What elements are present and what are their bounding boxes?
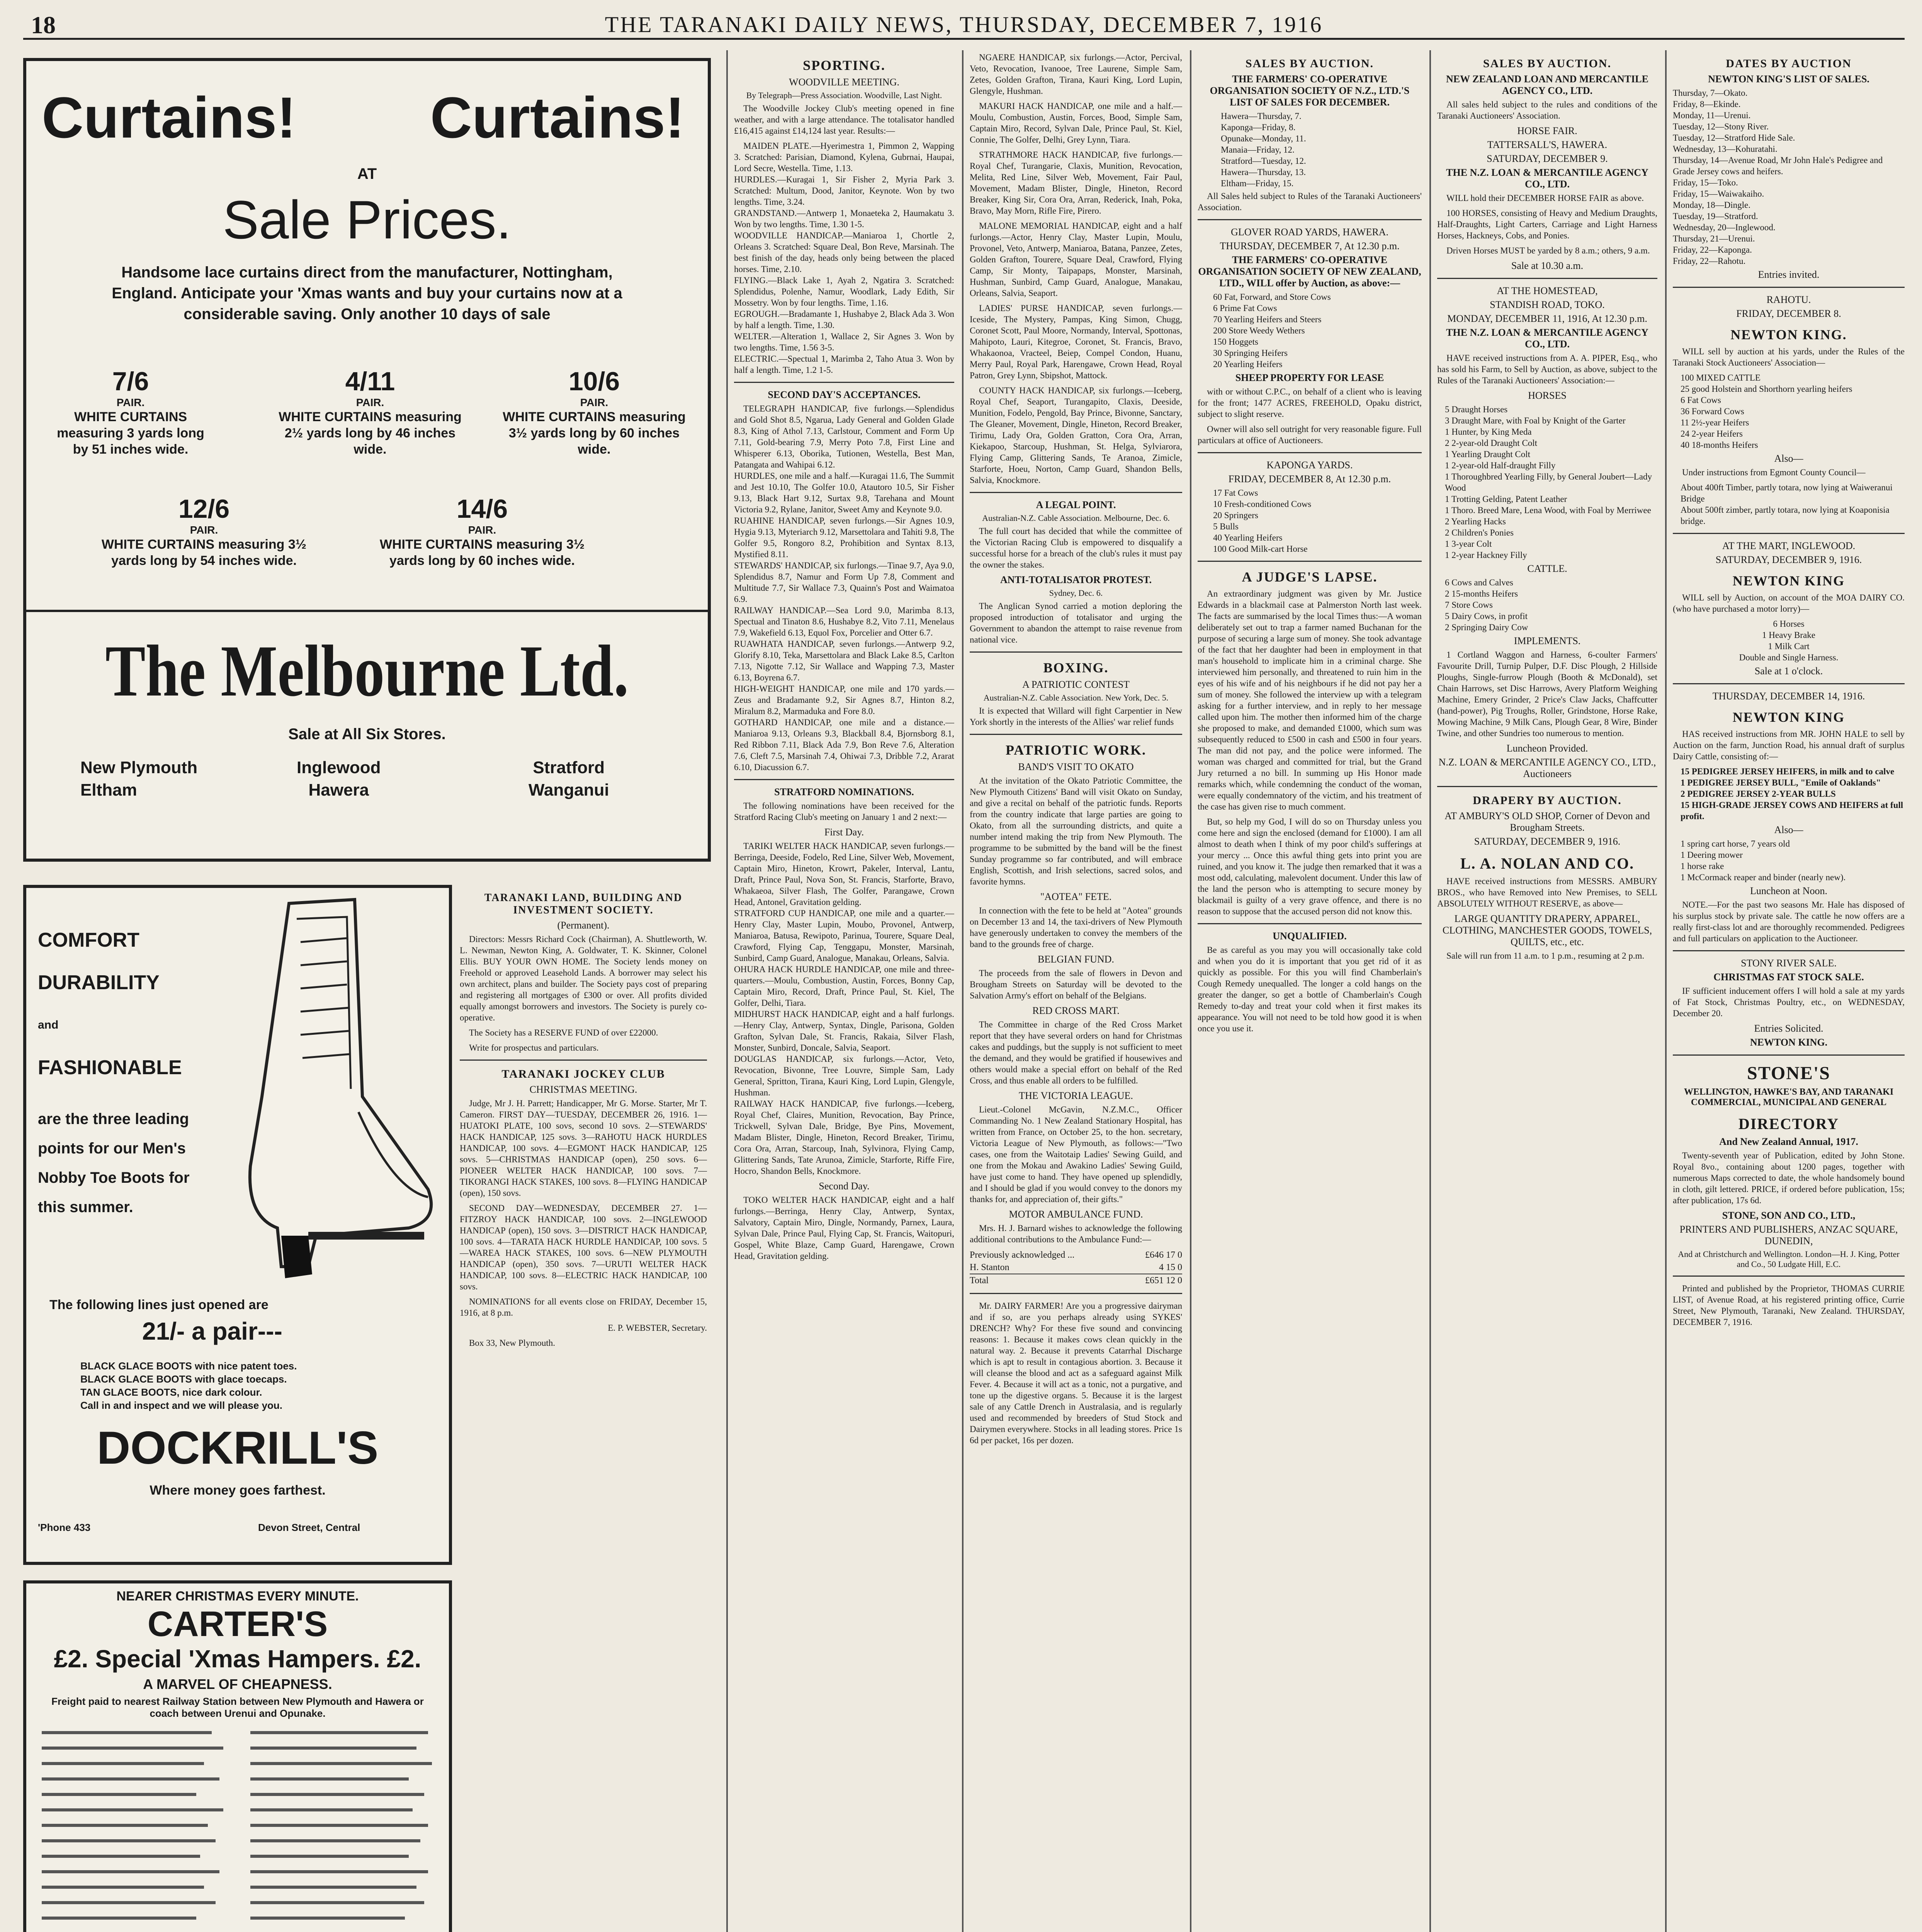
stones-title: STONE'S — [1747, 1063, 1830, 1083]
stones-sub: WELLINGTON, HAWKE'S BAY, AND TARANAKI COMMERCIAL, MUNICIPAL AND GENERAL — [1684, 1087, 1894, 1107]
annual: And New Zealand Annual, 1917. — [1719, 1136, 1858, 1147]
homestead-text: HAVE received instructions from A. A. PIPER, Esq., who has sold his Farm, to Sell by Auction, as above, subject to the Rules of the Taranaki Auctioneers' Association:— — [1437, 353, 1657, 385]
column-rule — [962, 50, 964, 1932]
drapery-loc: AT AMBURY'S OLD SHOP, Corner of Devon and Brougham Streets. — [1444, 810, 1650, 833]
stratford-title: STRATFORD NOMINATIONS. — [774, 786, 914, 798]
homestead-road: STANDISH ROAD, TOKO. — [1490, 299, 1605, 310]
also: Also— — [1774, 453, 1803, 464]
tattersalls: TATTERSALL'S, HAWERA. — [1487, 139, 1608, 150]
belgian-text: The proceeds from the sale of flowers in Devon and Brougham Streets on Saturday will be devoted to the Salvation Army's effort on behalf of the Belgians. — [970, 968, 1182, 1000]
band-text: At the invitation of the Okato Patriotic Committee, the New Plymouth Citizens' Band will visit Okato on Sunday, and give a recital on behalf of the patriotic funds. Reports from the country indicate that large parties are going to Okato, from all the surrounding districts, and quite a number intend making the trip from New Plymouth. The programme to be submitted by the band will be the finest Sunday programme so far contributed, and will embrace English, Scottish, and Irish selections, sacred solos, and favorite hymns. — [970, 776, 1182, 886]
divider — [734, 779, 954, 780]
horse-fair: HORSE FAIR. — [1517, 125, 1577, 136]
sykes-drench-ad: Mr. DAIRY FARMER! Are you a progressive dairyman and if so, are you perhaps already using SYKES' DRENCH? Why? For these five sound and convincing reasons: 1. Because it makes cows clean quickly in the natural way. 2. Because it prevents Catarrhal Discharge which is apt to result in contagious abortion. 3. Because it will cleanse the blood and act as a safeguard against Milk Fever. 4. Because it will act as a tonic, not a purgative, and tone up the digestive organs. 5. Because it is the largest sale of any Cattle Drench in Australasia, and is regularly used and recommended by breeders of Stud Stock and Dairymen everywhere. Stocks in all leading stores. Price 1s 6d per packet, 16s per dozen. — [970, 1301, 1182, 1445]
legal-dateline: Australian-N.Z. Cable Association. Melbourne, Dec. 6. — [982, 513, 1170, 523]
farmers1-list: Hawera—Thursday, 7. Kaponga—Friday, 8. Opunake—Monday, 11. Manaia—Friday, 12. Stratford—Tuesday, 12. Hawera—Thursday, 13. Eltham—Friday, 15. — [1221, 111, 1306, 188]
divider — [970, 651, 1182, 653]
curtains-sale-prices: Sale Prices. — [223, 189, 512, 250]
homestead-date: MONDAY, DECEMBER 11, 1916, At 12.30 p.m. — [1447, 313, 1647, 324]
col6-title: DATES BY AUCTION — [1726, 57, 1852, 70]
row-label: Previously acknowledged ... — [970, 1250, 1075, 1260]
dockrill-lines — [38, 919, 182, 1089]
divider — [1673, 683, 1905, 684]
divider — [1437, 786, 1657, 787]
judge-title: A JUDGE'S LAPSE. — [1242, 569, 1378, 585]
line: DURABILITY — [38, 971, 160, 994]
redcross-text: The Committee in charge of the Red Cross Market report that they have several orders on hand for Christmas cakes and puddings, but the supply is not sufficient to meet the demand, and they would be gratified if housewives and others would make a special effort on behalf of the Red Cross, and thus enable all orders to be fulfilled. — [970, 1020, 1182, 1085]
divider — [970, 734, 1182, 735]
luncheon: Luncheon Provided. — [1506, 743, 1588, 754]
motor-table — [970, 1249, 1182, 1287]
dockrill-blurb: are the three leading points for our Men's Nobby Toe Boots for this summer. — [38, 1111, 190, 1216]
divider — [1437, 278, 1657, 279]
rahotu-text: WILL sell by auction at his yards, under the Rules of the Taranaki Stock Auctioneers' Association— — [1673, 347, 1905, 367]
row-label: Total — [970, 1276, 989, 1286]
dockrill-price: 21/- a pair--- — [142, 1317, 282, 1345]
solicited: Entries Solicited. — [1754, 1023, 1823, 1034]
dockrill-opened: The following lines just opened are — [49, 1298, 269, 1312]
boot-icon — [192, 896, 440, 1286]
hale-text: HAS received instructions from MR. JOHN HALE to sell by Auction on the farm, Junction Road, his annual draft of surplus Dairy Cattle, consisting of:— — [1673, 729, 1905, 761]
divider — [1198, 561, 1422, 562]
hale-note: NOTE.—For the past two seasons Mr. Hale has disposed of his surplus stock by private sale. The cattle he now offers are a really first-class lot and are thoroughly recommended. Pedigrees and full particulars on application to the Auctioneer. — [1673, 900, 1905, 943]
price-desc: WHITE CURTAINS measuring 3½ yards long by 60 inches wide. — [379, 537, 585, 568]
curtains-at: AT — [357, 165, 377, 182]
divider — [1198, 923, 1422, 924]
stratford-intro: The following nominations have been received for the Stratford Racing Club's meeting on January 1 and 2 next:— — [734, 801, 954, 822]
building-society-sub: (Permanent). — [557, 920, 610, 931]
list-title: NEWTON KING'S LIST OF SALES. — [1708, 73, 1869, 85]
nzloan-note: All sales held subject to the rules and conditions of the Taranaki Auctioneers' Association. — [1437, 100, 1657, 121]
motor-title: MOTOR AMBULANCE FUND. — [1009, 1209, 1143, 1220]
newton-king-4: NEWTON KING. — [1750, 1037, 1828, 1048]
curtains-blurb: Handsome lace curtains direct from the manufacturer, Nottingham, England. Anticipate your 'Xmas wants and buy your curtains now at a considerable saving. Only another 10 days of sale — [112, 264, 622, 323]
stony-title: STONY RIVER SALE. — [1741, 957, 1837, 969]
row-amount: £651 12 0 — [1145, 1276, 1182, 1286]
stratford-noms: TARIKI WELTER HACK HANDICAP, seven furlongs.—Berringa, Deeside, Fodelo, Red Line, Silver Web, Movement, Captain Miro, Hineton, Krowrt, Pakeler, Interval, Lantu, Draft, Prince Paul, Nova Son, St. Francis, Starforte, Bravo, Whakaeoa, Silver Flash, The Golfer, Parangawe, Crown Head, Antonel, Gravitation gelding. STRATFORD CUP HANDICAP, one mile and a quarter.—Henry Clay, Master Lupin, Moubo, Provonel, Antwerp, Maniaroa, Batusa, Rewipoto, Parinua, Tourere, Square Deal, Crawford, Flying Cap, Tenggapu, Monster, Marsinah, Sunbird, Camp Guard, Analogue, Manakau, Orleans, Salvia. OHURA HACK HURDLE HANDICAP, one mile and three-quarters.—Moulu, Combustion, Austin, Forces, Bonny Cap, Captain Miro, Record, Draft, Prince Paul, St. Kiel, The Golfer, Delhi, Tiara. MIDHURST HACK HANDICAP, eight and a half furlongs.—Henry Clay, Antwerp, Syntax, Dingle, Parisona, Golden Grafton, Sylvan Dale, St. Francis, Rakaia, Silver Flash, Monster, Sunbird, Doncale, Salvia, Seaport. DOUGLAS HANDICAP, six furlongs.—Actor, Veto, Revocation, Bivonne, Tree Louvre, Simple Sam, Lady General, Spritton, Tirana, Kauri King, Lord Lupin, Glengyle, Hushman. RAILWAY HACK HANDICAP, five furlongs.—Iceberg, Royal Chef, Claires, Munition, Revocation, Bay Prince, Trickwell, Sylvan Dale, Bridge, Bye Pins, Movement, Madam Blister, Dingle, Hineton, Record Breaker, Tirimu, Cora Ora, Arran, Starcoup, Inah, Sylvinora, Flying Camp, Glittering Sands, Tate Arunoa, Zimicle, Starforte, Riffe Fire, Hocro, Shandon Bells, Knockmore. — [734, 841, 954, 1176]
drapery-title: DRAPERY BY AUCTION. — [1473, 794, 1622, 807]
homestead-title: AT THE HOMESTEAD, — [1497, 285, 1598, 296]
column-rule — [726, 50, 728, 1932]
xmas-text: IF sufficient inducement offers I will hold a sale at my yards of Fat Stock, Christmas Poultry, etc., on WEDNESDAY, December 20. — [1673, 986, 1905, 1018]
imprint: Printed and published by the Proprietor, THOMAS CURRIE LIST, of Avenue Road, at his registered printing office, Currie Street, New Plymouth, Taranaki, New Zealand. THURSDAY, DECEMBER 7, 1916. — [1673, 1284, 1905, 1327]
band-title: BAND'S VISIT TO OKATO — [1018, 761, 1134, 772]
sale-time: Sale at 10.30 a.m. — [1511, 260, 1584, 271]
sheep-title: SHEEP PROPERTY FOR LEASE — [1235, 372, 1384, 383]
column-rule — [1190, 50, 1191, 1932]
newton-king-2: NEWTON KING — [1732, 573, 1845, 588]
egmont-list: About 400ft Timber, partly totara, now lying at Waiweranui Bridge About 500ft zimber, partly totara, now lying at Koaponisia bridge. — [1681, 483, 1893, 526]
jockey-club-sub: CHRISTMAS MEETING. — [529, 1084, 637, 1095]
boxing-sub: A PATRIOTIC CONTEST — [1022, 679, 1130, 690]
price-desc: WHITE CURTAINS measuring 3 yards long by 51 inches wide. — [57, 410, 204, 457]
price-desc: WHITE CURTAINS measuring 2½ yards long by 46 inches wide. — [279, 410, 462, 457]
row-amount: 4 15 0 — [1159, 1262, 1182, 1272]
victoria-text: Lieut.-Colonel McGavin, N.Z.M.C., Officer Commanding No. 1 New Zealand Stationary Hospital, has written from France, on October 25, to the hon. secretary, Victoria League of New Plymouth, as follows:—"Two cases, one from the Waitotaip Ladies' Sewing Guild, and one from the Mokau and Awakino Ladies' Sewing Guild, have just come to hand. They have opened up splendidly, and I should be glad if you would convey to the donors my thanks for, and appreciation of, their gifts." — [970, 1105, 1182, 1204]
stones-text: Twenty-seventh year of Publication, edited by John Stone. Royal 8vo., containing about 1200 pages, together with numerous Maps corrected to date, the whole handsomely bound in cloth, gilt lettered. PRICE, if ordered before publication, 15s; after publication, 17s 6d. — [1673, 1151, 1905, 1205]
stores-line: Sale at All Six Stores. — [288, 726, 446, 743]
col4-title: SALES BY AUCTION. — [1245, 57, 1374, 70]
horse-text: WILL hold their DECEMBER HORSE FAIR as above. — [1446, 193, 1644, 203]
town: Stratford — [533, 758, 605, 777]
redcross-title: RED CROSS MART. — [1032, 1005, 1120, 1016]
racing-news-column — [970, 50, 1182, 1932]
rahotu-list: 100 MIXED CATTLE 25 good Holstein and Shorthorn yearling heifers 6 Fat Cows 36 Forward Cows 11 2½-year Heifers 24 2-year Heifers 40 18-months Heifers — [1681, 373, 1852, 450]
motor-text: Mrs. H. J. Barnard wishes to acknowledge the following additional contributions to the Ambulance Fund:— — [970, 1223, 1182, 1244]
divider — [970, 492, 1182, 493]
mart-title: AT THE MART, INGLEWOOD. — [1722, 540, 1856, 551]
victoria-title: THE VICTORIA LEAGUE. — [1019, 1090, 1133, 1101]
divider — [1673, 287, 1905, 288]
divider — [1673, 950, 1905, 951]
curtains-headline-right: Curtains! — [430, 85, 685, 150]
price-desc: WHITE CURTAINS measuring 3½ yards long by 54 inches wide. — [101, 537, 307, 568]
egmont: Under instructions from Egmont County Council— — [1682, 468, 1866, 477]
auction-column-1 — [1198, 50, 1422, 1932]
mart-time: Sale at 1 o'clock. — [1754, 665, 1823, 677]
auction-column-2 — [1437, 50, 1657, 1932]
price-desc: WHITE CURTAINS measuring 3½ yards long by 60 inches wide. — [503, 410, 686, 457]
dockrill-name: DOCKRILL'S — [97, 1422, 379, 1474]
curtains-ad — [23, 58, 711, 862]
publisher: STONE, SON AND CO., LTD., — [1722, 1210, 1856, 1221]
row-amount: £646 17 0 — [1145, 1250, 1182, 1260]
town: New Plymouth — [80, 758, 198, 777]
boxing-dateline: Australian-N.Z. Cable Association. New York, Dec. 5. — [983, 693, 1169, 702]
directory: DIRECTORY — [1738, 1115, 1839, 1133]
saturday: SATURDAY, DECEMBER 9. — [1487, 153, 1608, 164]
rahotu-title: RAHOTU. — [1766, 294, 1811, 305]
nzloan4: N.Z. LOAN & MERCANTILE AGENCY CO., LTD., Auctioneers — [1438, 757, 1656, 779]
town: Hawera — [308, 781, 369, 799]
owner-note: Owner will also sell outright for very reasonable figure. Full particulars at office of Auctioneers. — [1198, 424, 1422, 445]
curtain-price-5 — [374, 494, 590, 569]
price-unit: PAIR. — [356, 396, 384, 408]
jockey-club-title: TARANAKI JOCKEY CLUB — [501, 1068, 665, 1080]
divider — [460, 1060, 707, 1061]
printers: PRINTERS AND PUBLISHERS, ANZAC SQUARE, DUNEDIN, — [1679, 1224, 1898, 1247]
sporting-column — [734, 50, 954, 1932]
jockey-club-signoff: E. P. WEBSTER, Secretary. — [608, 1323, 707, 1333]
branches: And at Christchurch and Wellington. London—H. J. King, Potter and Co., 50 Ludgate Hill, E.C. — [1678, 1249, 1900, 1269]
acceptances: TELEGRAPH HANDICAP, five furlongs.—Splendidus and Gold Shot 8.5, Ngarua, Lady General and Golden Glade 8.3, King of Athol 7.13, Carlstour, Comment and Form Up 7.11, Gold-bearing 7.9, Merry Poto 7.8, First Line and Whisperer 6.13, Oborika, Tutionen, Westella, Best Man, Patangata and Wahipai 6.12. HURDLES, one mile and a half.—Kuragai 11.6, The Summit and Jest 10.10, The Golfer 10.0, Atautoro 10.5, Sir Fisher 9.13, Black Hart 9.12, Surtax 9.8, Tarehana and Mount Victoria 9.2, Rylane, Janitor, Sweet Amy and Keynote 9.0. RUAHINE HANDICAP, seven furlongs.—Sir Agnes 10.9, Hygia 9.13, Myteriarch 9.12, Marsettolara and Tahiti 9.8, The Golfer 9.5, Rongoro 8.2, Prohibition and Syntax 8.13, Mystified 8.11. STEWARDS' HANDICAP, six furlongs.—Tinae 9.7, Aya 9.0, Splendidus 8.7, Namur and Form Up 7.8, Comment and Multitude 7.7, Sir Wallace 7.3, Quainn's Post and Waimatoa 6.9. RAILWAY HANDICAP.—Sea Lord 9.0, Marimba 8.13, Spectual and Tinaton 8.6, Hushabye 8.2, Vito 7.11, Menelaus 7.9, Wakefield 6.13, Equol Fox, Porcelier and Otter 6.7. RUAWHATA HANDICAP, seven furlongs.—Antwerp 9.2, Glorify 8.10, Teka, Marsettolara and Black Lake 8.5, Carlton 7.13, Nigotte 7.12, Sir Wallace and Wapping 7.3, Master 6.13, Boyrena 6.7. HIGH-WEIGHT HANDICAP, one mile and 170 yards.—Zeus and Bradamante 9.2, Sir Agnes 8.7, Hinton 8.2, Miralum 8.2, Marmaduka and Fore 8.0. GOTHARD HANDICAP, one mile and a distance.—Maniaroa 9.13, Orleans 9.3, Blackball 8.4, Bjornsborg 8.1, Red Ribbon 7.11, Black Ada 7.9, Bon Reve 7.6, Alteration 7.6, Cleft 7.5, Marsinah 7.4, Ohiwai 7.3, Dribble 7.2, Ararat 6.10, Diacussion 6.7. — [734, 404, 954, 772]
divider — [1198, 452, 1422, 453]
dockrill-items: BLACK GLACE BOOTS with nice patent toes. BLACK GLACE BOOTS with glace toecaps. TAN GLACE BOOTS, nice dark colour. Call in and inspect and we will please you. — [80, 1360, 297, 1411]
woodville-results: MAIDEN PLATE.—Hyerimestra 1, Pimmon 2, Wapping 3. Scratched: Parisian, Diamond, Kylena, Gubrnai, Haupai, Lord Secre, Westella. Time, 1.13. HURDLES.—Kuragai 1, Sir Fisher 2, Myria Park 3. Scratched: Multum, Dood, Janitor, Keynote. Won by two lengths. Time, 3.24. GRANDSTAND.—Antwerp 1, Monaeteka 2, Haumakatu 3. Won by two lengths. Time, 1.30 1-5. WOODVILLE HANDICAP.—Maniaroa 1, Chortle 2, Orleans 3. Scratched: Square Deal, Bon Reve, Marsinah. The best finish of the day, heads only being between the placed horses. Time, 2.10. FLYING.—Black Lake 1, Ayah 2, Ngatira 3. Scratched: Splendidus, Polenhe, Namur, Woodlark, Lady Edith, Sir Mossetry. Won by four lengths. Time, 1.16. EGROUGH.—Bradamante 1, Hushabye 2, Black Ada 3. Won by half a length. Time, 1.30. WELTER.—Alteration 1, Wallace 2, Sir Agnes 3. Won by two lengths. Time, 1.56 3-5. ELECTRIC.—Spectual 1, Marimba 2, Taho Atua 3. Won by half a length. Time, 1.2 1-5. — [734, 141, 954, 375]
nzloan3: THE N.Z. LOAN & MERCANTILE AGENCY CO., LTD. — [1446, 327, 1648, 350]
dockrill-address: Devon Street, Central — [258, 1522, 360, 1533]
price: 7/6 — [112, 367, 149, 396]
town-list-left — [80, 757, 197, 801]
judge-cont: But, so help my God, I will do so on Thursday unless you come here and sign the enclosed (demand for £1000). I am all almost to death when I think of my poor child's sufferings at your mercy ... Once this awful thing gets into print you are ruined, and you know it. The judge then remarked that it was a most odd, calculating, malevolent document. Under this law of the land the person who is attempting to secure money by blackmail is guilty of a very grave offence, and there is no reason to suppose that the accused person did not know this. — [1198, 817, 1422, 916]
unqualified-text: Be as careful as you may you will occasionally take cold and when you do it is important that you get rid of it as quickly as possible. For this you will find Chamberlain's Cough Remedy unequalled. The longer a cold hangs on the greater the danger, so get a bottle of Chamberlain's Cough Remedy to-day and treat your cold when it first makes its appearance. You will not need to be told how good it is when once you use it. — [1198, 945, 1422, 1033]
town: Inglewood — [297, 758, 381, 777]
nzloan2: THE N.Z. LOAN & MERCANTILE AGENCY CO., LTD. — [1446, 167, 1648, 190]
kaponga-title: KAPONGA YARDS. — [1266, 459, 1353, 471]
legal-text: The full court has decided that while the committee of the Victorian Racing Club is empowered to disqualify a successful horse for a breach of the club's rules it must pay the owner the stakes. — [970, 526, 1182, 570]
newton-king-3: NEWTON KING — [1732, 709, 1845, 725]
boxing-text: It is expected that Willard will fight Carpentier in New York shortly in the interests of the Allies' war relief funds — [970, 706, 1182, 727]
price: 4/11 — [345, 367, 395, 396]
nzloan-title: NEW ZEALAND LOAN AND MERCANTILE AGENCY CO., LTD. — [1446, 73, 1648, 96]
line: FASHIONABLE — [38, 1056, 182, 1079]
anti-dateline: Sydney, Dec. 6. — [1049, 588, 1103, 598]
curtains-headline-left: Curtains! — [42, 85, 296, 150]
town: Eltham — [80, 781, 137, 799]
newspaper-title: THE TARANAKI DAILY NEWS, THURSDAY, DECEMBER 7, 1916 — [605, 12, 1323, 37]
byline: By Telegraph—Press Association. Woodville, Last Night. — [746, 90, 942, 100]
carters-ad — [23, 1580, 452, 1932]
dockrill-ad — [23, 885, 452, 1565]
boxing-title: BOXING. — [1043, 660, 1109, 675]
sheep-text: with or without C.P.C., on behalf of a client who is leaving for the front; 1477 ACRES, FREEHOLD, Opaku district, subject to slight reserve. — [1198, 387, 1422, 419]
first-day: First Day. — [824, 827, 864, 838]
also-2: Also— — [1774, 824, 1803, 835]
carters-tag: A MARVEL OF CHEAPNESS. — [143, 1676, 332, 1692]
newton-king-1: NEWTON KING. — [1730, 327, 1847, 342]
second-day: Second Day. — [819, 1180, 870, 1192]
luncheon-noon: Luncheon at Noon. — [1750, 885, 1827, 896]
cattle-list: 6 Cows and Calves 2 15-months Heifers 7 Store Cows 5 Dairy Cows, in profit 2 Springing Dairy Cow — [1445, 578, 1528, 632]
woodville-title: WOODVILLE MEETING. — [789, 77, 899, 88]
building-society-text: Directors: Messrs Richard Cock (Chairman), A. Shuttleworth, W. L. Newman, Newton King, A. Goldwater, T. K. Skinner, Colonel Ellis. BUY YOUR OWN HOME. The Society lends money on Freehold or approved Leasehold Lands. A borrower may select his own architect, plans and builder. The Society pays cost of preparing and registering all mortgages of £300 or over. All profits divided equally amongst borrowers and investors. The Society is purely co-operative. — [460, 934, 707, 1022]
price-unit: PAIR. — [580, 396, 608, 408]
farmers1-title: THE FARMERS' CO-OPERATIVE ORGANISATION SOCIETY OF N.Z., LTD.'S LIST OF SALES FOR DECEMBER. — [1210, 73, 1410, 108]
carters-freight: Freight paid to nearest Railway Station between New Plymouth and Hawera or coach between Urenui and Opunake. — [51, 1696, 424, 1719]
sale-dates: Thursday, 7—Okato. Friday, 8—Ekinde. Monday, 11—Urenui. Tuesday, 12—Stony River. Tuesday, 12—Stratford Hide Sale. Wednesday, 13—Kohuratahi. Thursday, 14—Avenue Road, Mr John Hale's Pedigree and Grade Jersey cows and heifers. Friday, 15—Toko. Friday, 15—Waiwakaiho. Monday, 18—Dingle. Tuesday, 19—Stratford. Wednesday, 20—Inglewood. Thursday, 21—Urenui. Friday, 22—Kaponga. Friday, 22—Rahotu. — [1673, 88, 1883, 266]
hale-list: 15 PEDIGREE JERSEY HEIFERS, in milk and to calve 1 PEDIGREE JERSEY BULL, "Emile of Oaklands" 2 PEDIGREE JERSEY 2-YEAR BULLS 15 HIGH-GRADE JERSEY COWS AND HEIFERS at full profit. — [1681, 767, 1903, 821]
price: 14/6 — [456, 494, 508, 524]
hamper-contents-list — [26, 1723, 447, 1932]
table-row — [970, 1274, 1182, 1287]
price-unit: PAIR. — [468, 524, 496, 536]
entries-invited: Entries invited. — [1758, 269, 1820, 280]
building-society-write: Write for prospectus and particulars. — [469, 1043, 599, 1053]
line: and — [38, 1019, 59, 1031]
jockey-club-nominations: NOMINATIONS for all events close on FRIDAY, December 15, 1916, at 8 p.m. — [460, 1297, 707, 1318]
toko-handicap: TOKO WELTER HACK HANDICAP, eight and a half furlongs.—Berringa, Henry Clay, Antwerp, Syntax, Salvatory, Captain Miro, Dingle, Normandy, Parnex, Laura, Sylvan Dale, Prince Paul, Flying Cap, St. Francis, Waitopuri, Gospel, White Blaze, Camp Guard, Harengawe, Crown Head, Gravitation gelding. — [734, 1195, 954, 1261]
horses-list: 5 Draught Horses 3 Draught Mare, with Foal by Knight of the Garter 1 Hunter, by King Meda 2 2-year-old Draught Colt 1 Yearling Draught Colt 1 2-year-old Half-draught Filly 1 Thoroughbred Yearling Filly, by General Joubert—Lady Wood 1 Trotting Gelding, Patent Leather 1 Thoro. Breed Mare, Lena Wood, with Foal by Merriwee 2 Yearling Hacks 2 Children's Ponies 1 3-year Colt 1 2-year Hackney Filly — [1445, 405, 1652, 560]
column-rule — [1429, 50, 1431, 1932]
cattle-title: CATTLE. — [1527, 563, 1567, 574]
table-row — [970, 1261, 1182, 1274]
price: 10/6 — [568, 367, 620, 396]
row-label: H. Stanton — [970, 1262, 1009, 1272]
dockrill-slogan: Where money goes farthest. — [150, 1483, 326, 1498]
horse-list: 100 HORSES, consisting of Heavy and Medium Draughts, Half-Draughts, Light Carters, Carriage and Light Harness Horses, Hackneys, Cobs, and Ponies. — [1437, 208, 1657, 240]
curtain-price-4 — [96, 494, 312, 569]
anti-title: ANTI-TOTALISATOR PROTEST. — [1000, 574, 1152, 585]
driven: Driven Horses MUST be yarded by 8 a.m.; others, 9 a.m. — [1446, 246, 1650, 255]
divider — [734, 382, 954, 383]
kaponga-list: 17 Fat Cows 10 Fresh-conditioned Cows 20 Springers 5 Bulls 40 Yearling Heifers 100 Good Milk-cart Horse — [1213, 488, 1312, 554]
belgian-title: BELGIAN FUND. — [1038, 954, 1114, 965]
unqualified-title: UNQUALIFIED. — [1273, 930, 1347, 942]
malone-handicap: MALONE MEMORIAL HANDICAP, eight and a half furlongs.—Actor, Henry Clay, Master Lupin, Moulu, Provonel, Veto, Antwerp, Maniaroa, Batana, Panzee, Zetes, Golden Grafton, Tourere, Square Deal, Crawford, Flying Camp, Sir Monty, Taipapaps, Monster, Marsinah, Hushman, Sunbird, Camp Guard, Analogue, Manakau, Orleans, Salvia, Seaport. — [970, 221, 1182, 298]
town-list-mid — [297, 757, 381, 801]
farmers2: THE FARMERS' CO-OPERATIVE ORGANISATION SOCIETY OF NEW ZEALAND, LTD., WILL offer by Auction, as above:— — [1198, 254, 1421, 289]
farmers1-note: All Sales held subject to Rules of the Taranaki Auctioneers' Association. — [1198, 191, 1422, 212]
aotea-title: "AOTEA" FETE. — [1040, 891, 1112, 902]
building-society-reserve: The Society has a RESERVE FUND of over £22000. — [469, 1028, 658, 1037]
glover-list: 60 Fat, Forward, and Store Cows 6 Prime Fat Cows 70 Yearling Heifers and Steers 200 Store Weedy Wethers 150 Hoggets 30 Springing Heifers 20 Yearling Heifers — [1213, 292, 1331, 369]
intro: The Woodville Jockey Club's meeting opened in fine weather, and with a large attendance. The totalisator handled £16,415 against £14,124 last year. Results:— — [734, 104, 954, 136]
mart-text: WILL sell by Auction, on account of the MOA DAIRY CO. (who have purchased a motor lorry)— — [1673, 593, 1905, 614]
aotea-text: In connection with the fete to be held at "Aotea" grounds on December 13 and 14, the taxi-drivers of New Plymouth have generously undertaken to convey the members of the band to the grounds free of charge. — [970, 906, 1182, 949]
glover-date: THURSDAY, DECEMBER 7, At 12.30 p.m. — [1220, 240, 1400, 252]
drapery-stock: LARGE QUANTITY DRAPERY, APPAREL, CLOTHING, MANCHESTER GOODS, TOWELS, QUILTS, etc., etc. — [1442, 913, 1652, 947]
ngaere-handicap: NGAERE HANDICAP, six furlongs.—Actor, Percival, Veto, Revocation, Ivanooe, Tree Laurene, Simple Sam, Zetes, Golden Grafton, Tirana, Kauri King, Lord Lupin, Glengyle, Hushman. — [970, 53, 1182, 96]
town: Wanganui — [529, 781, 609, 799]
curtain-price-2 — [274, 366, 467, 457]
patriotic-title: PATRIOTIC WORK. — [1005, 742, 1147, 758]
mart-date: SATURDAY, DECEMBER 9, 1916. — [1715, 554, 1862, 565]
price: 12/6 — [178, 494, 230, 524]
horses-title: HORSES — [1528, 390, 1567, 401]
rahotu-date: FRIDAY, DECEMBER 8. — [1736, 308, 1841, 319]
carters-offer: £2. Special 'Xmas Hampers. £2. — [54, 1645, 421, 1673]
drapery-time: Sale will run from 11 a.m. to 1 p.m., resuming at 2 p.m. — [1446, 951, 1645, 961]
makuri-handicap: MAKURI HACK HANDICAP, one mile and a half.—Moulu, Combustion, Austin, Forces, Bood, Simple Sam, Captain Miro, Record, Sylvan Dale, Prince Paul, St. Kiel, Connie, The Golfer, Delhi, Grey Lynn, Tiara. — [970, 101, 1182, 145]
jockey-club-first-day: Judge, Mr J. H. Parrett; Handicapper, Mr G. Morse. Starter, Mr T. Cameron. FIRST DAY—TUESDAY, DECEMBER 26, 1916. 1—HUATOKI PLATE, 100 sovs, second 10 sovs. 2—STEWARDS' HACK HANDICAP, 125 sovs. 3—RAHOTU HACK HURDLES HANDICAP, 100 sovs. 4—EGMONT HACK HANDICAP, 125 sovs. 5—CHRISTMAS HANDICAP (open), 250 sovs. 6—PIONEER WELTER HACK HANDICAP, 100 sovs. 7—TIKORANGI HACK STAKES, 100 sovs. 8—FLYING HANDICAP (open), 150 sovs. — [460, 1099, 707, 1198]
carters-top: NEARER CHRISTMAS EVERY MINUTE. — [116, 1589, 359, 1604]
carters-name: CARTER'S — [147, 1604, 328, 1644]
page-number: 18 — [31, 11, 56, 39]
divider — [1198, 219, 1422, 220]
town-list-right — [529, 757, 609, 801]
ladies-purse: LADIES' PURSE HANDICAP, seven furlongs.—Iceside, The Mystery, Pampas, King Simon, Chugg, Coronet Scott, Paul Moore, Normandy, Interval, Spottonas, Mahipoto, Lauri, Kitegroe, Coronet, St. Francis, Bravo, Whakaonoa, Vracteel, Beiep, Compel Condon, Huanu, Merry Paul, Royal Park, Harengawe, Crown Head, Royal Patron, Grey Lynn, Sbipshot, Mattock. — [970, 303, 1182, 380]
table-row — [970, 1249, 1182, 1261]
divider — [1673, 533, 1905, 534]
curtain-price-1 — [49, 366, 212, 457]
strathmore-handicap: STRATHMORE HACK HANDICAP, five furlongs.—Royal Chef, Turangarie, Claxis, Munition, Revocation, Melita, Red Line, Silver Web, Movement, Fair Paul, Movement, Madam Blister, Dingle, Hineton, Record Breaker, King Sir, Cora Ora, Arran, Rederick, Inah, Poka, Bravo, May Morn, Rifle Fire, Pirero. — [970, 150, 1182, 216]
implements-title: IMPLEMENTS. — [1514, 635, 1581, 646]
jockey-club-second-day: SECOND DAY—WEDNESDAY, DECEMBER 27. 1—FITZROY HACK HANDICAP, 100 sovs. 2—INGLEWOOD HANDICAP (open), 150 sovs. 3—DISTRICT HACK HANDICAP, 100 sovs. 4—TARATA HACK HURDLE HANDICAP, 100 sovs. 5—WAREA HACK STAKES, 100 sovs. 6—NEW PLYMOUTH HANDICAP (open), 350 sovs. 7—URUTI WELTER HACK HANDICAP, 100 sovs. 8—ELECTRIC HACK HANDICAP, 100 sovs. — [460, 1203, 707, 1291]
price-unit: PAIR. — [116, 396, 145, 408]
mart-list: 6 Horses 1 Heavy Brake 1 Milk Cart Double and Single Harness. — [1739, 619, 1839, 662]
divider — [26, 610, 708, 612]
curtain-price-3 — [501, 366, 687, 457]
acceptances-title: SECOND DAY'S ACCEPTANCES. — [768, 389, 921, 400]
implements-text: 1 Cortland Waggon and Harness, 6-coulter Farmers' Favourite Drill, Turnip Pulper, D.F. Disc Plough, 2 Hillside Ploughs, Single-furrow Plough (Booth & McDonald), set Chain Harrows, set Disc Harrows, Avery Platform Weighing Machine, Emery Grinder, 2 Price's Claw Jacks, Chaffcutter (hand-power), Pig Troughs, Roller, Grindstone, Horse Rake, Mowing Machine, 9 Milk Cans, Plough Gear, 8 Wire, Binder Twine, and other Sundries too numerous to mention. — [1437, 650, 1657, 738]
judge-text: An extraordinary judgment was given by Mr. Justice Edwards in a blackmail case at Palmerston North last week. The facts are summarised by the local Times thus:—A woman deliberately set out to trap a farmer named Buchanan for the purpose of securing a large sum of money. She took advantage of the fact that her daughter had been in employment in that man's household to implicate him in a criminal charge. She interviewed him personally, and threatened to ruin him in the eyes of his wife and of his neighbours if he did not pay her a sum of money. She followed the interview up with a telegram asking for a further interview, and in reply to her message called upon him. The mother then informed him of the charge she proposed to make, and demanded £1000, which sum was subsequently reduced to £500 in cash and £500 in four years. The man did not pay, and the police were informed. The woman was charged and committed for trial, but the Grand Jury returned a no bill. In summing up His Honor made remarks which, while condemning the conduct of the woman, were equally condemnatory of the victim, and his treatment of the case has given rise to much comment. — [1198, 589, 1422, 811]
building-society-title: TARANAKI LAND, BUILDING AND INVESTMENT SOCIETY. — [484, 892, 683, 916]
drapery-date: SATURDAY, DECEMBER 9, 1916. — [1474, 836, 1621, 847]
col5-title: SALES BY AUCTION. — [1483, 57, 1612, 70]
glover-title: GLOVER ROAD YARDS, HAWERA. — [1231, 226, 1388, 238]
thursday: THURSDAY, DECEMBER 14, 1916. — [1712, 690, 1865, 702]
divider — [1673, 1054, 1905, 1056]
sporting-title: SPORTING. — [803, 58, 885, 73]
divider — [970, 1293, 1182, 1294]
jockey-club-box: Box 33, New Plymouth. — [469, 1338, 555, 1348]
divider — [1673, 1276, 1905, 1277]
anti-text: The Anglican Synod carried a motion deploring the proposed introduction of totalisator and urging the Government to abandon the attempt to raise revenue from national vice. — [970, 601, 1182, 645]
nolan: L. A. NOLAN AND CO. — [1460, 855, 1635, 872]
xmas-title: CHRISTMAS FAT STOCK SALE. — [1713, 971, 1864, 983]
legal-title: A LEGAL POINT. — [1036, 499, 1116, 510]
price-unit: PAIR. — [190, 524, 218, 536]
line: COMFORT — [38, 929, 139, 951]
county-handicap: COUNTY HACK HANDICAP, six furlongs.—Iceberg, Royal Chef, Seaport, Turangapito, Claxis, Deeside, Munition, Fodelo, Pengold, Bay Prince, Bivonne, Sanctary, The Gleaner, Movement, Dingle, Hineton, Record Breaker, Tirimu, Lady Ora, Golden Gratton, Cora Ora, Arran, Kiekapoo, Starcoup, Hushman, St. Helga, Sylviarora, Flying Camp, Glittering Sands, Te Aranoa, Zimicle, Starforte, Hoeu, Norton, Camp Guard, Shandon Bells, Salvia, Knockmore. — [970, 386, 1182, 485]
kaponga-date: FRIDAY, DECEMBER 8, At 12.30 p.m. — [1228, 473, 1391, 485]
column-rule — [1665, 50, 1667, 1932]
melbourne-ltd-logo: The Melbourne Ltd. — [105, 631, 629, 712]
auction-column-3 — [1673, 50, 1905, 1932]
dockrill-phone: 'Phone 433 — [38, 1522, 91, 1533]
hale-extra: 1 spring cart horse, 7 years old 1 Deering mower 1 horse rake 1 McCormack reaper and binder (nearly new). — [1681, 839, 1846, 882]
society-column — [460, 885, 707, 1932]
masthead — [23, 7, 1905, 40]
drapery-text: HAVE received instructions from MESSRS. AMBURY BROS., who have Removed into New Premises, to SELL ABSOLUTELY WITHOUT RESERVE, as above— — [1437, 876, 1657, 908]
